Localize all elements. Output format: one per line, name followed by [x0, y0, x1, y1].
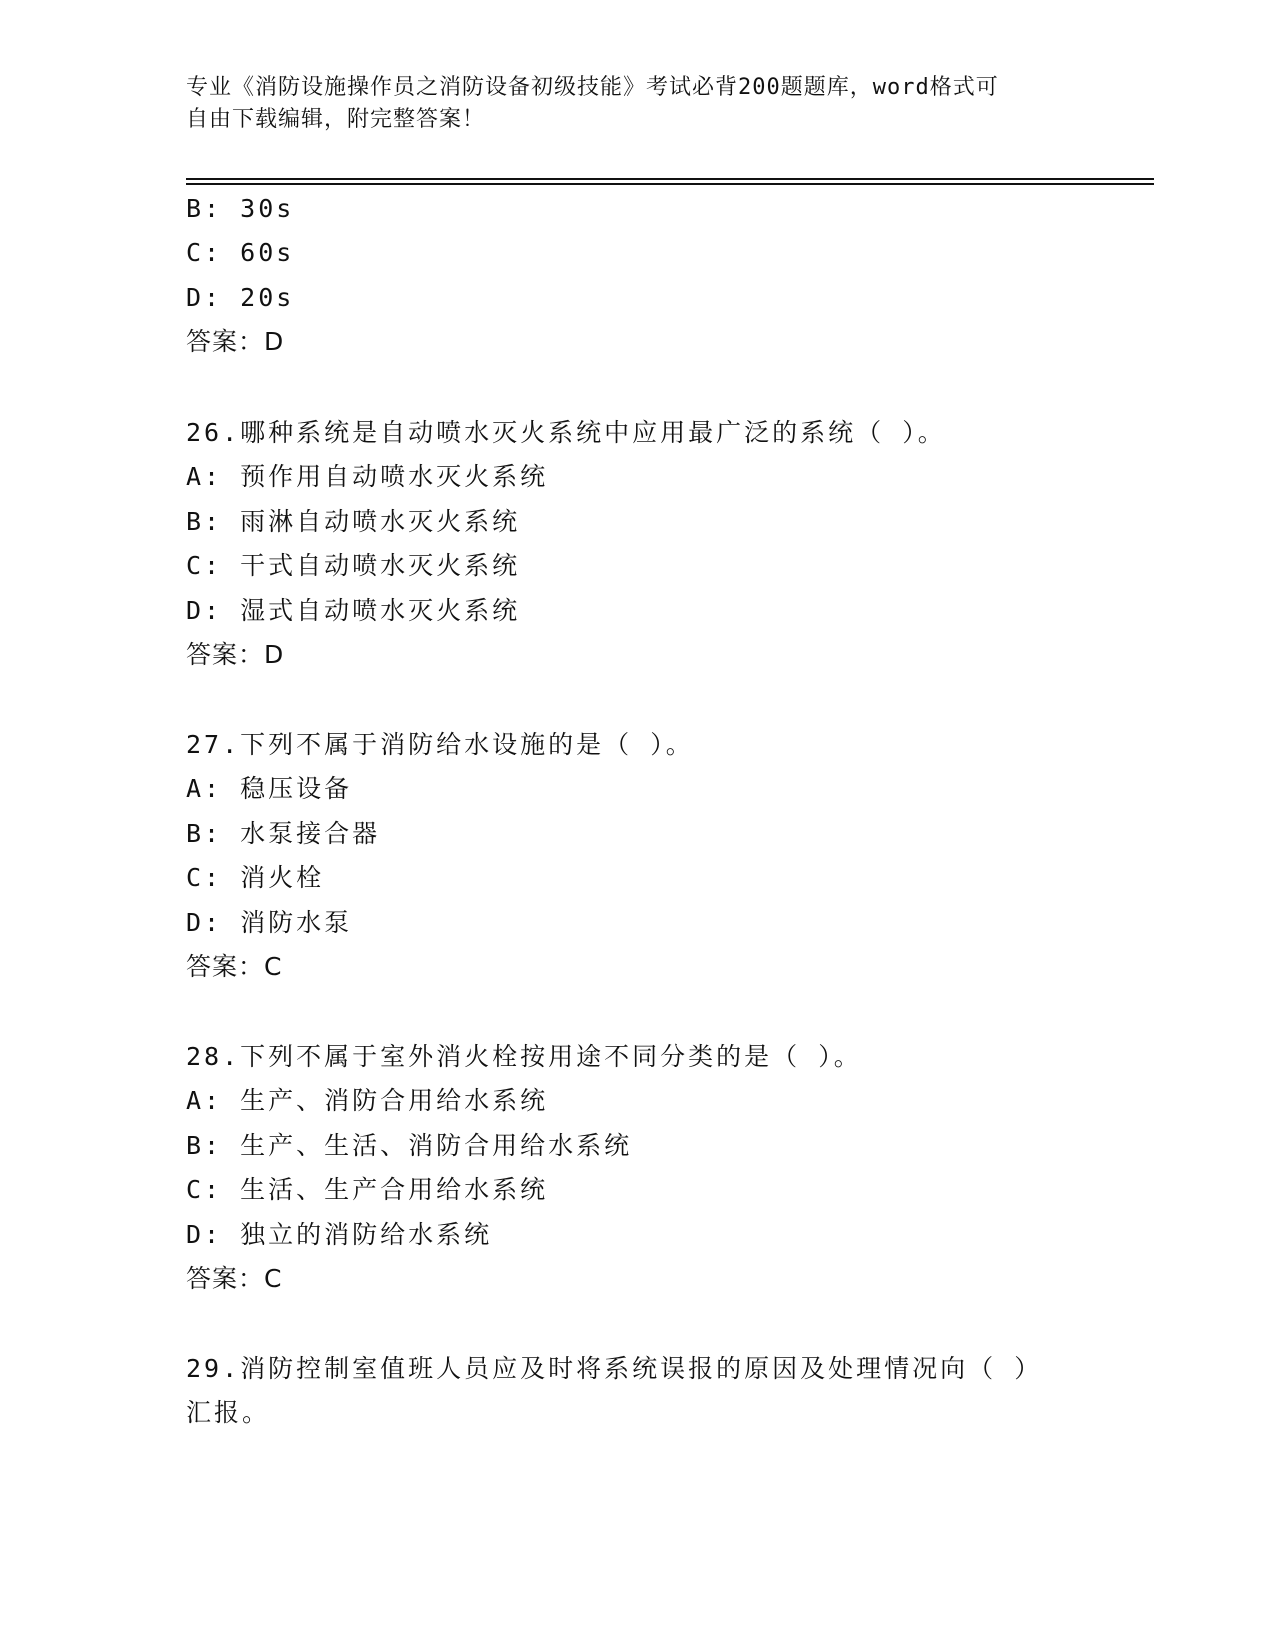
q27-option-c: C: 消火栓 [186, 863, 325, 892]
q26-stem: 26.哪种系统是自动喷水灭火系统中应用最广泛的系统（ ）。 [186, 418, 946, 447]
document-header [186, 72, 1066, 136]
q25-answer: 答案：D [186, 327, 285, 356]
header-line-2: 自由下载编辑，附完整答案！ [186, 107, 486, 132]
q29-stem-line-2: 汇报。 [186, 1398, 271, 1427]
q27-stem: 27.下列不属于消防给水设施的是（ ）。 [186, 730, 694, 759]
header-line-1: 专业《消防设施操作员之消防设备初级技能》考试必背200题题库，word格式可 [186, 75, 999, 100]
q28-stem: 28.下列不属于室外消火栓按用途不同分类的是（ ）。 [186, 1042, 862, 1071]
q26-answer: 答案：D [186, 640, 285, 669]
q26-option-b: B: 雨淋自动喷水灭火系统 [186, 507, 521, 536]
q28-option-d: D: 独立的消防给水系统 [186, 1220, 493, 1249]
q28-option-c: C: 生活、生产合用给水系统 [186, 1175, 549, 1204]
q26-option-d: D: 湿式自动喷水灭火系统 [186, 596, 521, 625]
header-divider-bottom [186, 183, 1154, 185]
q26-option-a: A: 预作用自动喷水灭火系统 [186, 462, 549, 491]
q27-answer: 答案：C [186, 952, 283, 981]
q28-answer: 答案：C [186, 1264, 283, 1293]
q28-option-b: B: 生产、生活、消防合用给水系统 [186, 1131, 633, 1160]
q29-stem-line-1: 29.消防控制室值班人员应及时将系统误报的原因及处理情况向（ ） [186, 1354, 1043, 1383]
q27-option-b: B: 水泵接合器 [186, 819, 381, 848]
q25-option-d: D: 20s [186, 283, 295, 312]
q27-option-a: A: 稳压设备 [186, 774, 353, 803]
q25-option-c: C: 60s [186, 238, 295, 267]
q28-option-a: A: 生产、消防合用给水系统 [186, 1086, 549, 1115]
q27-option-d: D: 消防水泵 [186, 908, 353, 937]
q26-option-c: C: 干式自动喷水灭火系统 [186, 551, 521, 580]
q25-option-b: B: 30s [186, 194, 295, 223]
header-divider-top [186, 178, 1154, 180]
